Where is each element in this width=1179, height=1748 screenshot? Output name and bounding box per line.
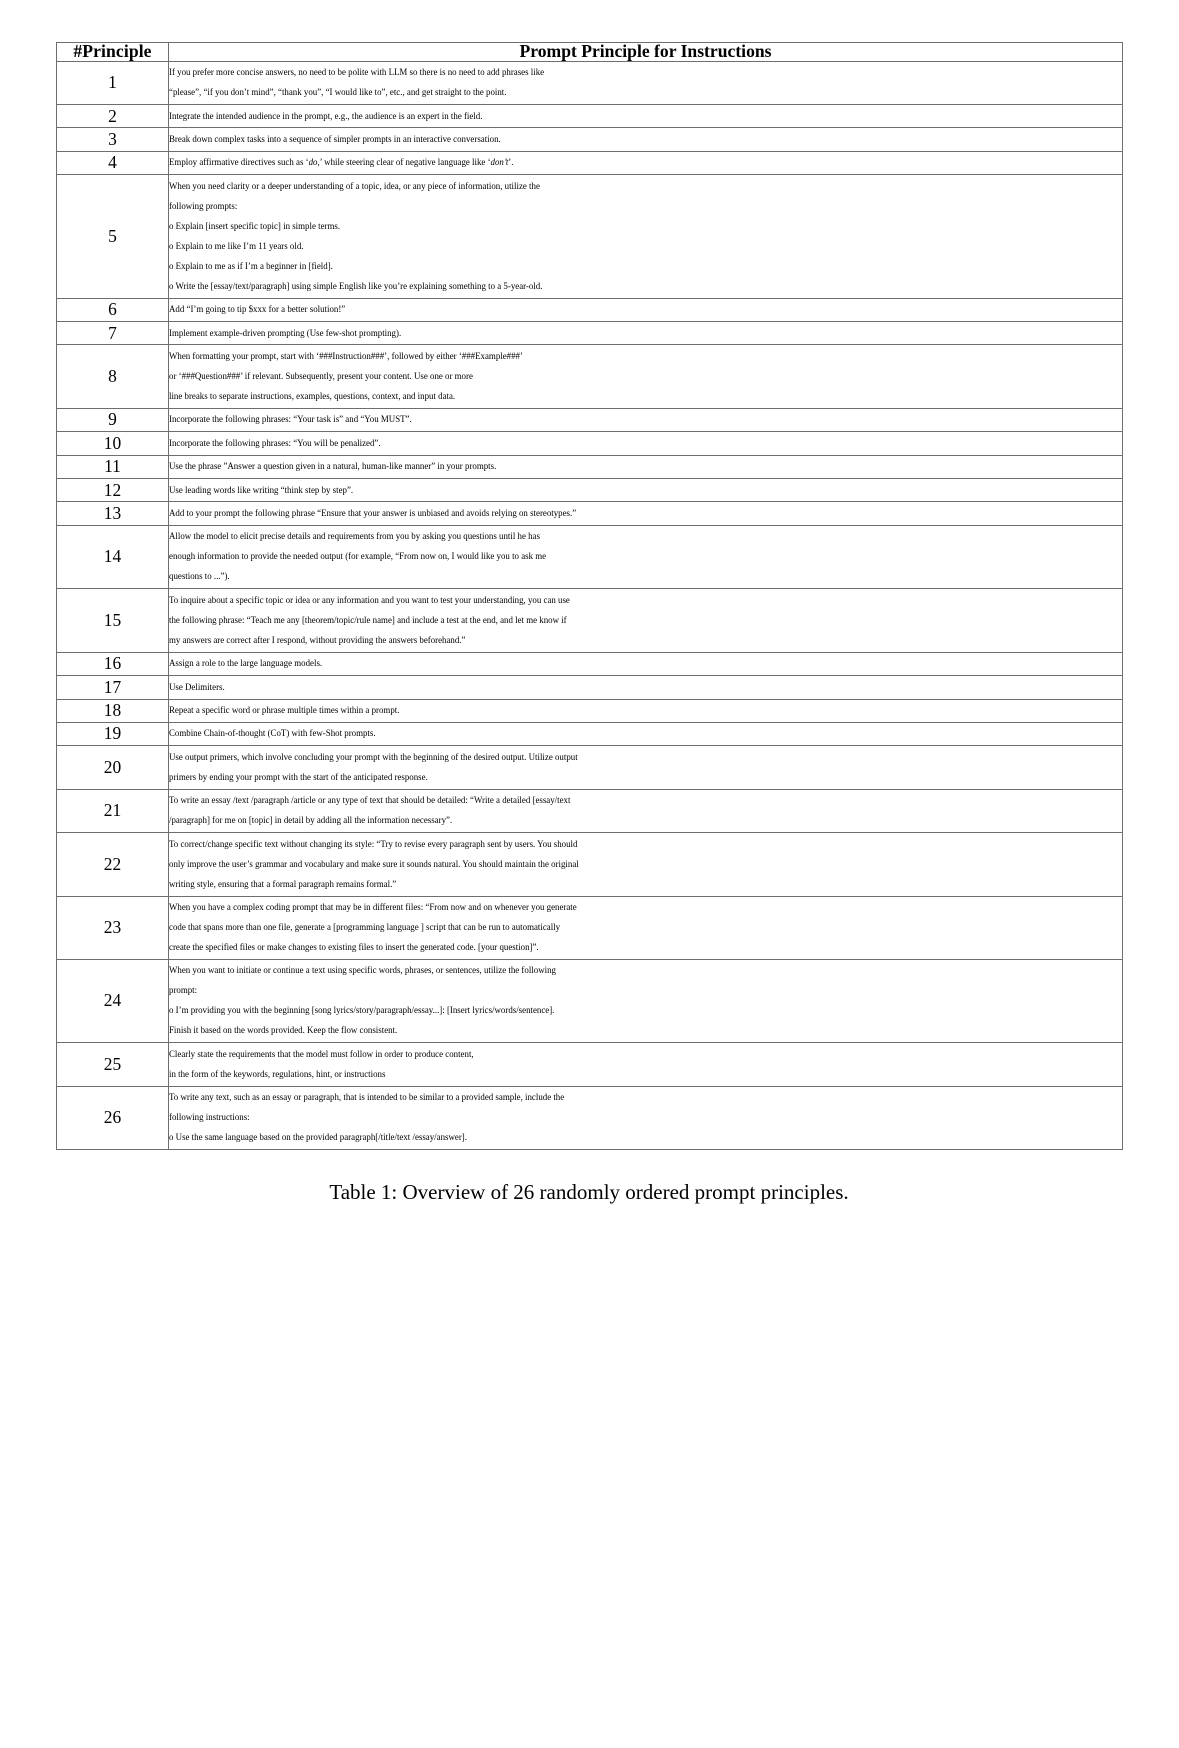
principle-number-cell: 20 (57, 746, 169, 789)
table-row (57, 61, 1123, 104)
principle-text-line: o Explain to me as if I’m a beginner in [field]. (169, 260, 333, 271)
table-row (57, 959, 1123, 1042)
principle-text-cell (169, 1043, 1123, 1086)
principle-text-cell (169, 345, 1123, 408)
principle-number-cell: 26 (57, 1086, 169, 1149)
emphasis-text: do, (308, 157, 320, 168)
table-row (57, 699, 1123, 722)
principle-text-line: If you prefer more concise answers, no need to be polite with LLM so there is no need to add phrases like (169, 67, 545, 78)
principle-text-cell (169, 746, 1123, 789)
principle-text-line: Add to your prompt the following phrase “Ensure that your answer is unbiased and avoids relying on stereotypes.” (169, 507, 577, 518)
principle-text-line: Implement example-driven prompting (Use few-shot prompting). (169, 327, 402, 338)
principle-number-cell: 5 (57, 175, 169, 298)
table-row (57, 746, 1123, 789)
principle-text-line: Use Delimiters. (169, 681, 225, 692)
principle-number-cell: 19 (57, 722, 169, 745)
principle-text-line: writing style, ensuring that a formal paragraph remains formal.” (169, 878, 397, 889)
emphasis-text: don’t (490, 157, 509, 168)
principle-text-line: To correct/change specific text without changing its style: “Try to revise every paragraph sent by users. You should (169, 838, 578, 849)
principle-text-line: To write an essay /text /paragraph /article or any type of text that should be detailed: “Write a detailed [essay/text (169, 795, 571, 806)
principle-text-cell (169, 175, 1123, 298)
principle-number-cell: 6 (57, 298, 169, 321)
table-row (57, 652, 1123, 675)
principle-text-line: following instructions: (169, 1112, 250, 1123)
principle-text-line: questions to ...”). (169, 571, 230, 582)
principle-text-line: create the specified files or make changes to existing files to insert the generated code. [your question]”. (169, 942, 539, 953)
table-row (57, 589, 1123, 652)
principle-text-line: When you need clarity or a deeper understanding of a topic, idea, or any piece of information, utilize the (169, 180, 540, 191)
principle-text-cell (169, 589, 1123, 652)
principle-number-cell: 24 (57, 959, 169, 1042)
principle-text-line: Incorporate the following phrases: “You will be penalized”. (169, 437, 381, 448)
principle-text-line: o I’m providing you with the beginning [song lyrics/story/paragraph/essay...]: [Insert lyrics/words/sentence]. (169, 1005, 555, 1016)
principle-number-cell: 14 (57, 525, 169, 588)
table-body (57, 61, 1123, 1150)
principle-text-line: following prompts: (169, 200, 238, 211)
principle-text-line: When you have a complex coding prompt that may be in different files: “From now and on whenever you generate (169, 902, 577, 913)
table-row (57, 128, 1123, 151)
principle-text-cell (169, 151, 1123, 174)
principle-number-cell: 9 (57, 408, 169, 431)
principle-number-cell: 12 (57, 479, 169, 502)
principle-number-cell: 18 (57, 699, 169, 722)
principle-text-line: Add “I’m going to tip $xxx for a better solution!” (169, 304, 346, 315)
column-header-principle-number: #Principle (57, 43, 169, 62)
principle-text-line: enough information to provide the needed output (for example, “From now on, I would like you to ask me (169, 551, 547, 562)
principle-text-cell (169, 502, 1123, 525)
principle-text-cell (169, 105, 1123, 128)
principle-text-cell (169, 322, 1123, 345)
principle-number-cell: 17 (57, 676, 169, 699)
table-row (57, 502, 1123, 525)
table-row (57, 722, 1123, 745)
table-row (57, 345, 1123, 408)
principle-number-cell: 22 (57, 833, 169, 896)
principle-text-line: Clearly state the requirements that the model must follow in order to produce content, (169, 1048, 474, 1059)
principle-text-line: or ‘###Question###’ if relevant. Subsequently, present your content. Use one or more (169, 370, 473, 381)
principle-text-cell (169, 61, 1123, 104)
table-row (57, 151, 1123, 174)
principle-text-line: Use the phrase ”Answer a question given in a natural, human-like manner” in your prompts. (169, 461, 497, 472)
principle-text-cell (169, 1086, 1123, 1149)
principle-text-line: in the form of the keywords, regulations, hint, or instructions (169, 1068, 386, 1079)
principle-number-cell: 3 (57, 128, 169, 151)
principle-text-line: o Write the [essay/text/paragraph] using simple English like you’re explaining something to a 5-year-old. (169, 280, 543, 291)
principle-text-line: Assign a role to the large language models. (169, 658, 323, 669)
table-row (57, 479, 1123, 502)
table-header (57, 43, 1123, 62)
principle-text-line: prompt: (169, 985, 198, 996)
prompt-principles-table (56, 42, 1123, 1150)
principle-text-line: o Explain [insert specific topic] in simple terms. (169, 220, 341, 231)
table-row (57, 676, 1123, 699)
principle-text-cell (169, 676, 1123, 699)
table-row (57, 1086, 1123, 1149)
principle-text-line: only improve the user’s grammar and vocabulary and make sure it sounds natural. You should maintain the original (169, 858, 579, 869)
principle-text-line: code that spans more than one file, generate a [programming language ] script that can be run to automatically (169, 922, 561, 933)
principle-text-cell (169, 298, 1123, 321)
principle-number-cell: 7 (57, 322, 169, 345)
table-row (57, 455, 1123, 478)
table-row (57, 298, 1123, 321)
principle-text-line: Allow the model to elicit precise details and requirements from you by asking you questions until he has (169, 531, 540, 542)
principle-text-cell (169, 455, 1123, 478)
principle-text-line: o Explain to me like I’m 11 years old. (169, 240, 304, 251)
principle-text-line: To inquire about a specific topic or idea or any information and you want to test your understanding, you can use (169, 594, 570, 605)
principle-text-cell (169, 432, 1123, 455)
principle-text-cell (169, 699, 1123, 722)
principle-text-line: When formatting your prompt, start with ‘###Instruction###’, followed by either ‘###Example###’ (169, 350, 523, 361)
principle-number-cell: 4 (57, 151, 169, 174)
table-header-row (57, 43, 1123, 62)
principle-text-line: Use output primers, which involve concluding your prompt with the beginning of the desired output. Utilize output (169, 751, 578, 762)
principle-text-line: line breaks to separate instructions, examples, questions, context, and input data. (169, 390, 456, 401)
principle-number-cell: 8 (57, 345, 169, 408)
table-row (57, 105, 1123, 128)
principle-number-cell: 23 (57, 896, 169, 959)
principle-number-cell: 11 (57, 455, 169, 478)
principle-text-line: Repeat a specific word or phrase multiple times within a prompt. (169, 705, 400, 715)
principle-text-line: Use leading words like writing “think step by step”. (169, 484, 354, 495)
principle-text-line: Integrate the intended audience in the prompt, e.g., the audience is an expert in the field. (169, 110, 483, 121)
principle-text-line: /paragraph] for me on [topic] in detail by adding all the information necessary”. (169, 815, 453, 826)
principle-number-cell: 13 (57, 502, 169, 525)
principle-number-cell: 2 (57, 105, 169, 128)
principle-text-line: Employ affirmative directives such as ‘do,’ while steering clear of negative language like ‘don’t’. (169, 157, 514, 168)
principle-text-line: Incorporate the following phrases: “Your task is” and “You MUST”. (169, 414, 412, 425)
principle-text-line: “please”, “if you don’t mind”, “thank you”, “I would like to”, etc., and get straight to the point. (169, 87, 507, 98)
principle-text-line: To write any text, such as an essay or paragraph, that is intended to be similar to a provided sample, include the (169, 1092, 565, 1103)
table-row (57, 432, 1123, 455)
table-row (57, 322, 1123, 345)
principle-number-cell: 16 (57, 652, 169, 675)
principle-text-cell (169, 652, 1123, 675)
principle-text-line: o Use the same language based on the provided paragraph[/title/text /essay/answer]. (169, 1132, 467, 1143)
principle-text-line: Combine Chain-of-thought (CoT) with few-Shot prompts. (169, 728, 376, 739)
principle-text-line: Finish it based on the words provided. Keep the flow consistent. (169, 1025, 398, 1036)
principle-text-cell (169, 959, 1123, 1042)
table-row (57, 175, 1123, 298)
table-row (57, 525, 1123, 588)
column-header-principle-text: Prompt Principle for Instructions (169, 43, 1123, 62)
principle-text-cell (169, 408, 1123, 431)
principle-text-cell (169, 722, 1123, 745)
principle-text-line: the following phrase: “Teach me any [theorem/topic/rule name] and include a test at the end, and let me know if (169, 614, 567, 625)
principle-text-cell (169, 525, 1123, 588)
principle-text-cell (169, 479, 1123, 502)
principle-text-cell (169, 128, 1123, 151)
principle-text-line: When you want to initiate or continue a text using specific words, phrases, or sentences, utilize the following (169, 965, 556, 976)
principle-number-cell: 21 (57, 789, 169, 832)
principle-text-cell (169, 896, 1123, 959)
table-caption: Table 1: Overview of 26 randomly ordered prompt principles. (329, 1180, 849, 1205)
principle-number-cell: 15 (57, 589, 169, 652)
principle-text-line: my answers are correct after I respond, without providing the answers beforehand.” (169, 634, 466, 645)
principle-number-cell: 1 (57, 61, 169, 104)
principle-text-line: primers by ending your prompt with the start of the anticipated response. (169, 771, 428, 782)
table-row (57, 789, 1123, 832)
table-row (57, 896, 1123, 959)
table-row (57, 833, 1123, 896)
table-row (57, 408, 1123, 431)
table-row (57, 1043, 1123, 1086)
principle-text-line: Break down complex tasks into a sequence of simpler prompts in an interactive conversation. (169, 133, 501, 144)
principle-text-cell (169, 833, 1123, 896)
principle-number-cell: 10 (57, 432, 169, 455)
principle-text-cell (169, 789, 1123, 832)
principle-number-cell: 25 (57, 1043, 169, 1086)
